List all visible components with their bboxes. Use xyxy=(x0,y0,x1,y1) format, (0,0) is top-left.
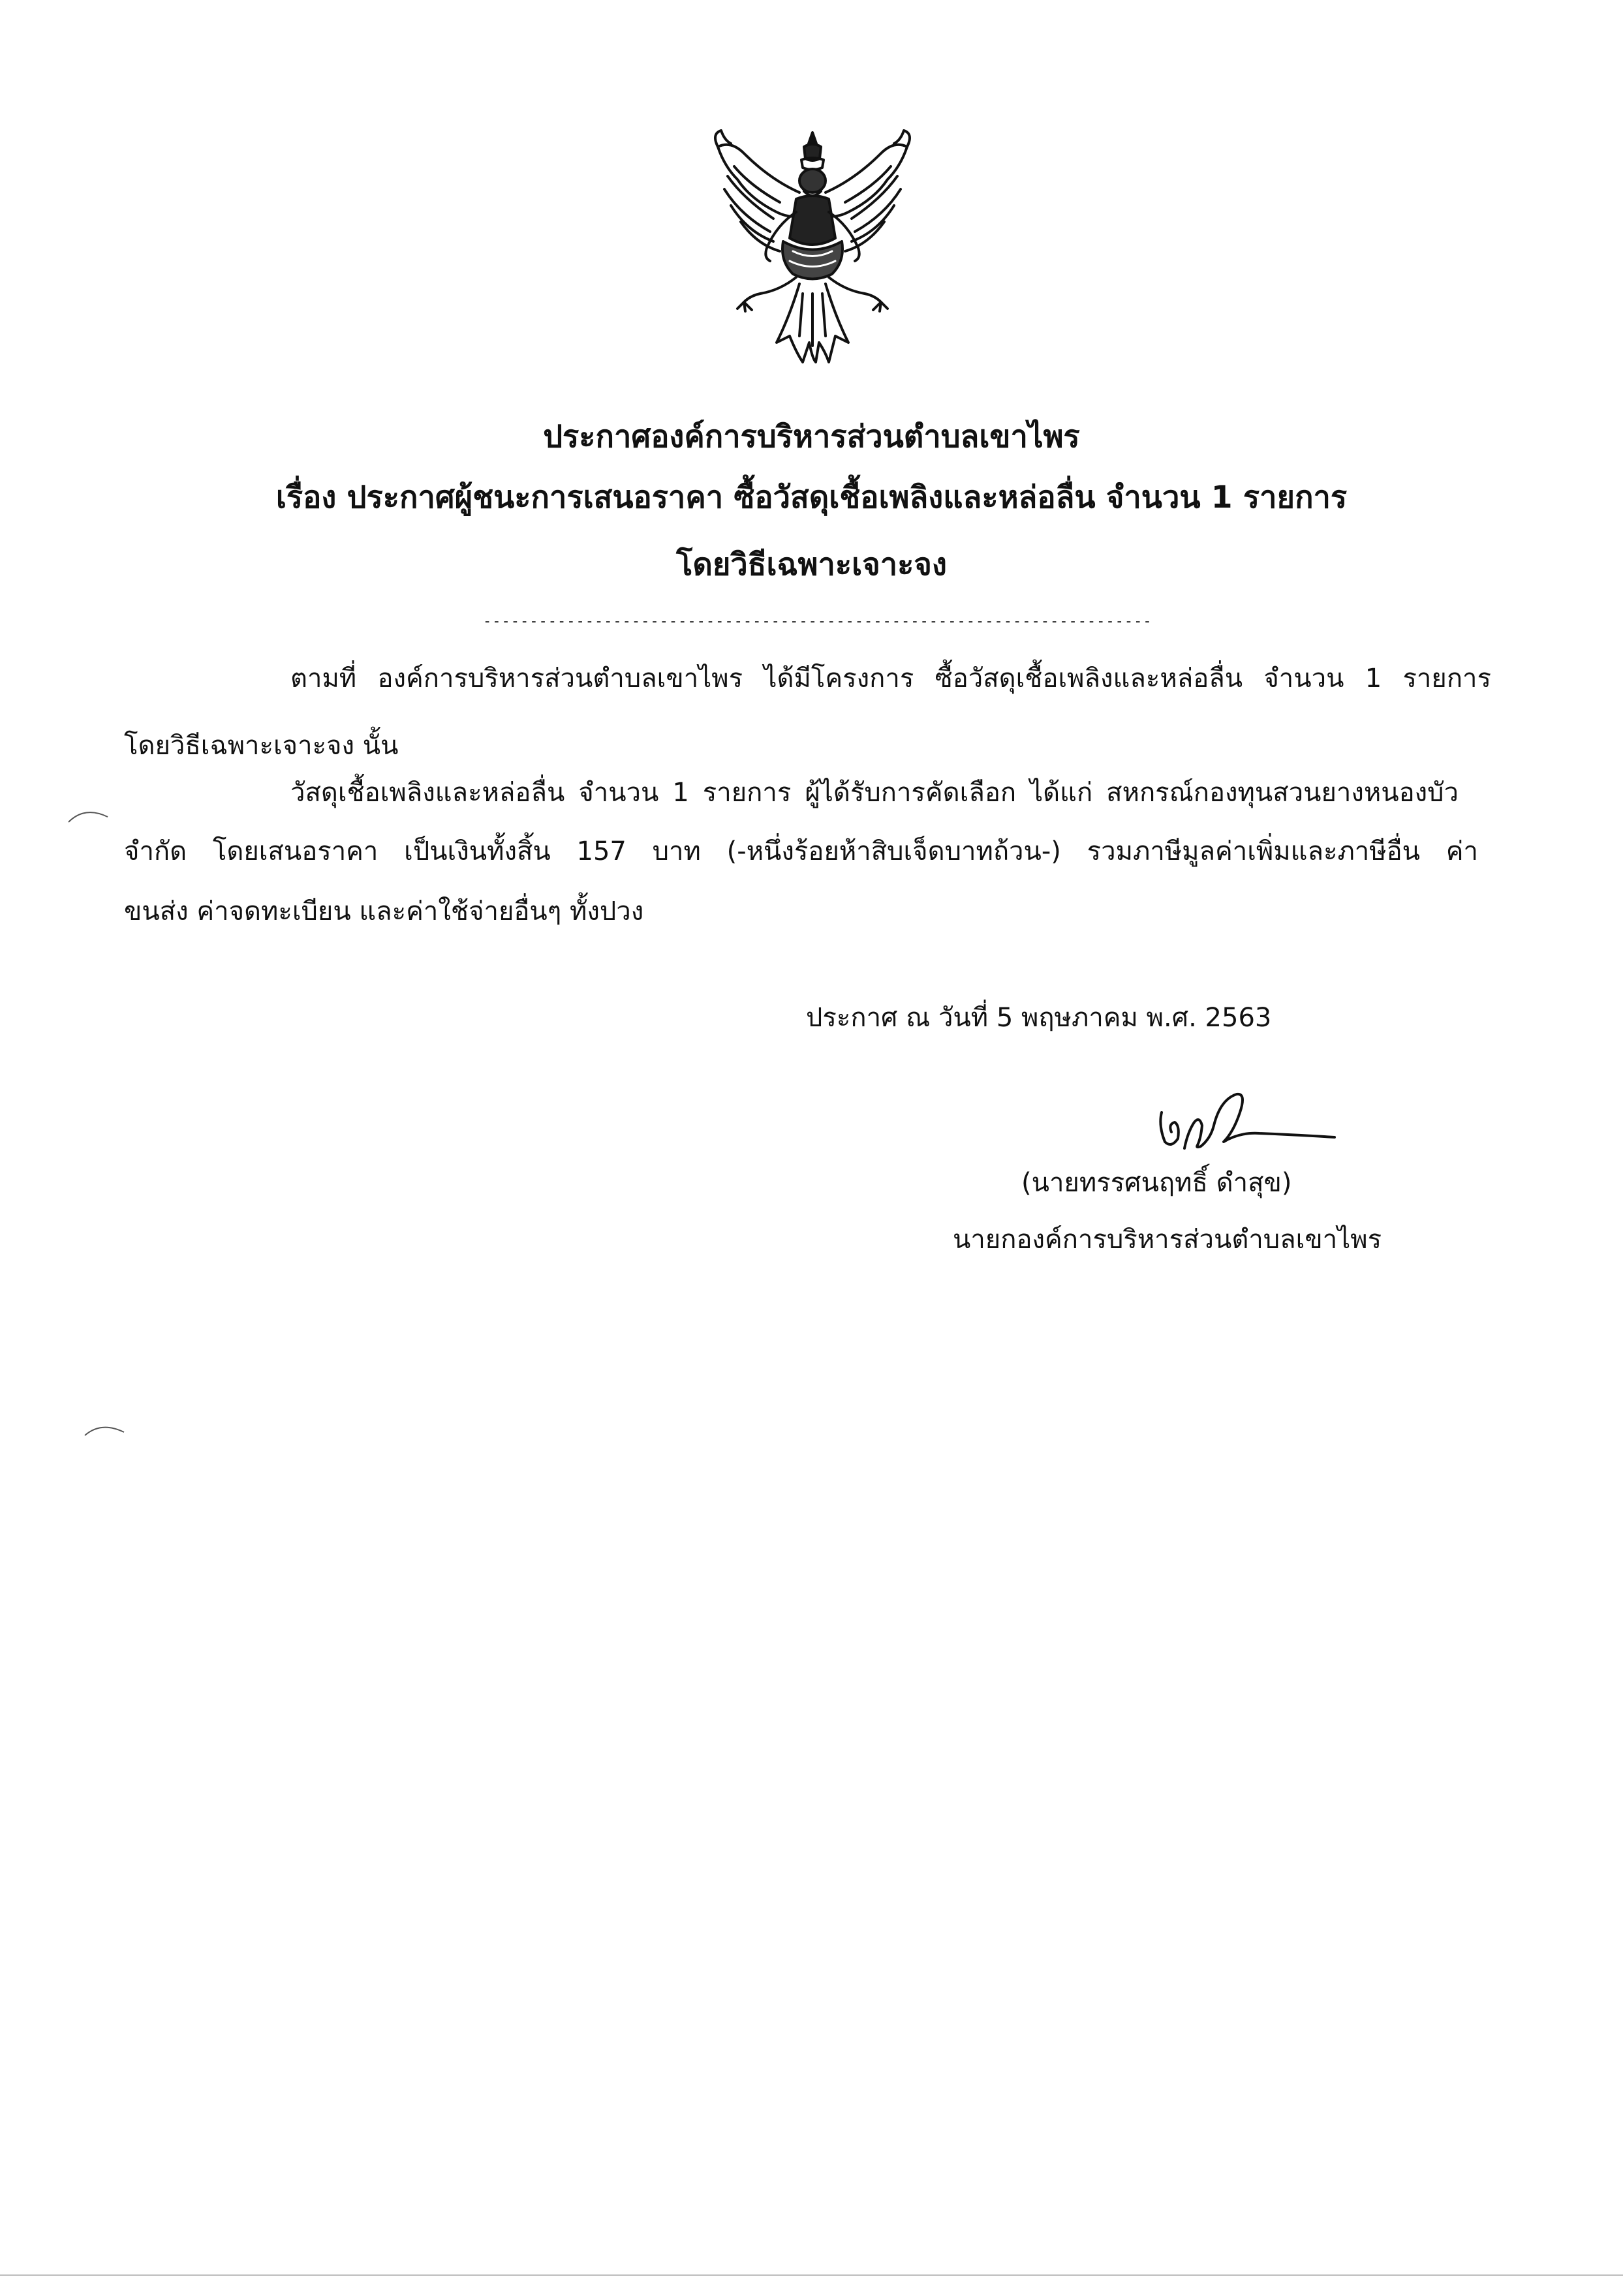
scan-mark-icon xyxy=(82,1416,127,1442)
scan-mark-icon xyxy=(65,803,111,829)
paragraph-2-line-1: วัสดุเชื้อเพลิงและหล่อลื่น จำนวน 1 รายการ ผู้ได้รับการคัดเลือก ได้แก่ สหกรณ์กองทุนสวนยางหนองบัว xyxy=(290,778,1459,808)
paragraph-2-line-3: ขนส่ง ค่าจดทะเบียน และค่าใช้จ่ายอื่นๆ ทั้งปวง xyxy=(124,896,644,926)
announcement-title: ประกาศองค์การบริหารส่วนตำบลเขาไพร xyxy=(543,419,1080,455)
paragraph-1-line-1: ตามที่ องค์การบริหารส่วนตำบลเขาไพร ได้มีโครงการ ซื้อวัสดุเชื้อเพลิงและหล่อลื่น จำนวน 1 รายการ xyxy=(290,664,1491,694)
handwritten-signature-icon xyxy=(1149,1086,1338,1165)
paragraph-2-line-2: จำกัด โดยเสนอราคา เป็นเงินทั้งสิ้น 157 บาท (-หนึ่งร้อยห้าสิบเจ็ดบาทถ้วน-) รวมภาษีมูลค่าเพิ่มและภาษีอื่น ค่า xyxy=(124,836,1478,866)
separator-line: ------------------------------------------------------------------------ xyxy=(483,613,1152,630)
announcement-date: ประกาศ ณ วันที่ 5 พฤษภาคม พ.ศ. 2563 xyxy=(806,1003,1272,1033)
paragraph-1-line-2: โดยวิธีเฉพาะเจาะจง นั้น xyxy=(124,731,399,761)
announcement-subject: เรื่อง ประกาศผู้ชนะการเสนอราคา ซื้อวัสดุเชื้อเพลิงและหล่อลื่น จำนวน 1 รายการ xyxy=(275,480,1348,515)
signer-position: นายกองค์การบริหารส่วนตำบลเขาไพร xyxy=(953,1225,1382,1255)
signer-name: (นายทรรศนฤทธิ์ ดำสุข) xyxy=(1021,1168,1292,1198)
scan-edge-line xyxy=(0,2274,1623,2276)
garuda-emblem-icon xyxy=(705,127,920,365)
procurement-method: โดยวิธีเฉพาะเจาะจง xyxy=(676,547,947,583)
